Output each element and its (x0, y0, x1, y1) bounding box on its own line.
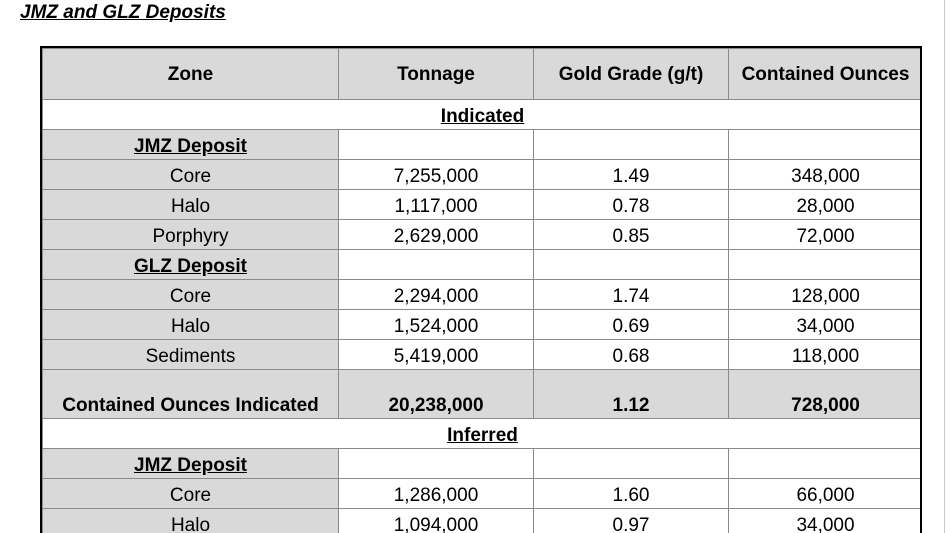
ounces-cell: 348,000 (729, 160, 923, 190)
tonnage-cell: 7,255,000 (339, 160, 534, 190)
ounces-cell: 128,000 (729, 280, 923, 310)
table-row (43, 340, 923, 370)
empty-cell (729, 449, 923, 479)
zone-cell: Core (43, 479, 339, 509)
deposit-row-indicated-glz (43, 250, 923, 280)
deposit-row-indicated-jmz (43, 130, 923, 160)
ounces-cell: 66,000 (729, 479, 923, 509)
deposit-label: GLZ Deposit (43, 250, 339, 280)
section-row-inferred (43, 419, 923, 449)
grade-cell: 1.60 (534, 479, 729, 509)
table-row (43, 479, 923, 509)
section-label-indicated: Indicated (43, 100, 923, 130)
grade-cell: 1.49 (534, 160, 729, 190)
zone-cell: Core (43, 160, 339, 190)
deposit-label: JMZ Deposit (43, 449, 339, 479)
tonnage-cell: 1,117,000 (339, 190, 534, 220)
ounces-cell: 118,000 (729, 340, 923, 370)
grade-cell: 0.85 (534, 220, 729, 250)
grade-cell: 0.97 (534, 509, 729, 533)
grade-cell: 0.69 (534, 310, 729, 340)
tonnage-cell: 1,524,000 (339, 310, 534, 340)
deposit-row-inferred-jmz (43, 449, 923, 479)
tonnage-cell: 5,419,000 (339, 340, 534, 370)
section-label-inferred: Inferred (43, 419, 923, 449)
ounces-cell: 34,000 (729, 509, 923, 533)
grade-cell: 0.78 (534, 190, 729, 220)
deposit-label: JMZ Deposit (43, 130, 339, 160)
zone-cell: Halo (43, 310, 339, 340)
tonnage-cell: 1,286,000 (339, 479, 534, 509)
total-tonnage: 20,238,000 (339, 370, 534, 419)
table-row (43, 310, 923, 340)
table-row (43, 220, 923, 250)
zone-cell: Halo (43, 509, 339, 533)
header-row (43, 49, 923, 100)
empty-cell (534, 130, 729, 160)
ounces-cell: 34,000 (729, 310, 923, 340)
empty-cell (339, 449, 534, 479)
grade-cell: 1.74 (534, 280, 729, 310)
page-edge-rule (944, 0, 945, 533)
table-row (43, 160, 923, 190)
table-row (43, 190, 923, 220)
tonnage-cell: 2,629,000 (339, 220, 534, 250)
tonnage-cell: 2,294,000 (339, 280, 534, 310)
empty-cell (339, 250, 534, 280)
zone-cell: Halo (43, 190, 339, 220)
zone-cell: Porphyry (43, 220, 339, 250)
header-gold-grade: Gold Grade (g/t) (534, 49, 729, 100)
ounces-cell: 72,000 (729, 220, 923, 250)
ounces-cell: 28,000 (729, 190, 923, 220)
total-grade: 1.12 (534, 370, 729, 419)
resource-table (42, 48, 922, 533)
header-zone: Zone (43, 49, 339, 100)
total-label: Contained Ounces Indicated (43, 370, 339, 419)
empty-cell (729, 250, 923, 280)
zone-cell: Core (43, 280, 339, 310)
page-title: JMZ and GLZ Deposits (20, 2, 226, 23)
header-tonnage: Tonnage (339, 49, 534, 100)
empty-cell (339, 130, 534, 160)
resource-table-container (40, 46, 922, 533)
header-contained-ounces: Contained Ounces (729, 49, 923, 100)
zone-cell: Sediments (43, 340, 339, 370)
empty-cell (534, 250, 729, 280)
table-row (43, 280, 923, 310)
total-row-indicated (43, 370, 923, 419)
section-row-indicated (43, 100, 923, 130)
tonnage-cell: 1,094,000 (339, 509, 534, 533)
table-row (43, 509, 923, 533)
empty-cell (729, 130, 923, 160)
total-ounces: 728,000 (729, 370, 923, 419)
empty-cell (534, 449, 729, 479)
grade-cell: 0.68 (534, 340, 729, 370)
